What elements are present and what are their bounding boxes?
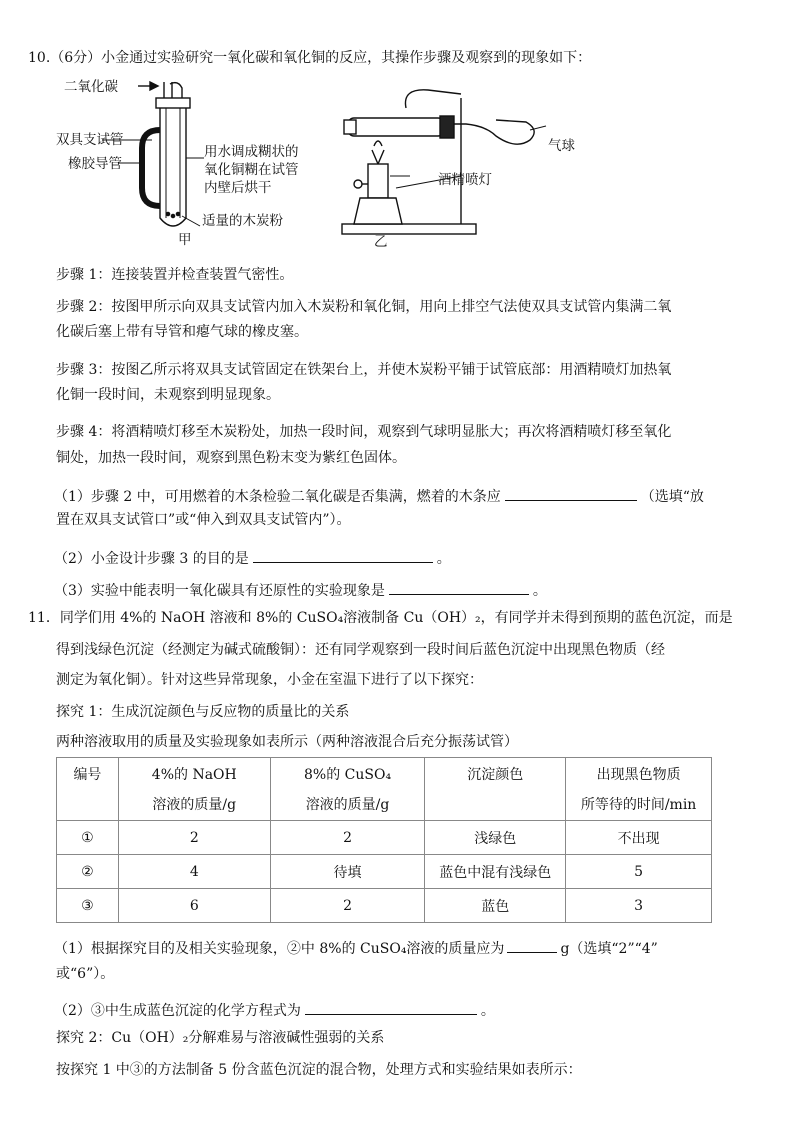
table-cell: 蓝色中混有浅绿色: [425, 855, 566, 889]
header-cell: 沉淀颜色: [425, 758, 566, 821]
step-line: 铜处，加热一段时间，观察到黑色粉末变为紫红色固体。: [56, 450, 406, 466]
label-balloon: 气球: [548, 138, 575, 154]
table-cell: 2: [270, 821, 425, 855]
table-cell: 5: [566, 855, 712, 889]
q11-sub1-cont: 或“6”）。: [56, 966, 115, 982]
table-cell: 浅绿色: [425, 821, 566, 855]
table-cell: ②: [57, 855, 119, 889]
table-cell: 蓝色: [425, 889, 566, 923]
apparatus-drawing: [56, 68, 576, 250]
header-cell: 出现黑色物质 所等待的时间/min: [566, 758, 712, 821]
q11-sub1-text: （1）根据探究目的及相关实验现象，②中 8%的 CuSO₄溶液的质量应为: [54, 941, 505, 957]
q10-sub1-text: （1）步骤 2 中，可用燃着的木条检验二氧化碳是否集满，燃着的木条应: [54, 489, 501, 505]
period: 。: [532, 583, 547, 599]
label-double-tube: 双具支试管: [56, 132, 124, 148]
label-charcoal: 适量的木炭粉: [202, 213, 283, 229]
q10-sub1: [54, 484, 704, 507]
explore2-title: 探究 2：Cu（OH）₂分解难易与溶液碱性强弱的关系: [56, 1030, 385, 1046]
double-branch-tube: [160, 108, 186, 226]
q10-sub2: [54, 546, 451, 569]
q11-line2: 得到浅绿色沉淀（经测定为碱式硫酸铜）：还有同学观察到一段时间后蓝色沉淀中出现黑色物质（经: [56, 642, 665, 658]
inlet-pipe: [164, 82, 172, 98]
q10-stem: 10.（6分）小金通过实验研究一氧化碳和氧化铜的反应，其操作步骤及观察到的现象如下：: [28, 50, 592, 66]
header-cell: 编号: [57, 758, 119, 821]
step-line: 步骤 4：将酒精喷灯移至木炭粉处，加热一段时间，观察到气球明显胀大；再次将酒精喷灯移至氧化: [56, 424, 672, 440]
answer-blank[interactable]: [305, 998, 477, 1015]
q11-sub2: [54, 998, 495, 1021]
period: 。: [436, 551, 451, 567]
horizontal-tube: [348, 118, 444, 136]
co2-arrow-head: [150, 82, 158, 90]
answer-blank[interactable]: [253, 546, 433, 563]
table-cell: 4: [118, 855, 270, 889]
spirit-burner: [368, 164, 388, 198]
label-rubber-hose: 橡胶导管: [68, 156, 122, 172]
explore2-text: 按探究 1 中③的方法制备 5 份含蓝色沉淀的混合物，处理方式和实验结果如表所示：: [56, 1062, 582, 1078]
table-cell: 2: [270, 889, 425, 923]
q10-sub2-text: （2）小金设计步骤 3 的目的是: [54, 551, 249, 567]
table-cell: 不出现: [566, 821, 712, 855]
step-line: 步骤 2：按图甲所示向双具支试管内加入木炭粉和氧化铜，用向上排空气法使双具支试管内集满二氧: [56, 299, 672, 315]
q11-sub1: [54, 936, 658, 959]
q10-sub1-hint: （选填“放: [640, 489, 704, 505]
label-paste-2: 氧化铜糊在试管: [204, 162, 299, 178]
answer-blank[interactable]: [507, 936, 557, 953]
step-line: 步骤 3：按图乙所示将双具支试管固定在铁架台上，并使木炭粉平铺于试管底部：用酒精喷灯加热氧: [56, 362, 672, 378]
answer-blank[interactable]: [505, 484, 637, 501]
balloon: [454, 120, 534, 144]
step-line: 化铜一段时间，未观察到明显现象。: [56, 387, 280, 403]
table-cell: 6: [118, 889, 270, 923]
q11-line1: 11．同学们用 4%的 NaOH 溶液和 8%的 CuSO₄溶液制备 Cu（OH）₂，有同学并未得到预期的蓝色沉淀，而是: [28, 610, 733, 626]
label-paste-3: 内壁后烘干: [204, 180, 272, 196]
stand-base: [342, 224, 476, 234]
table-cell: ③: [57, 889, 119, 923]
rubber-hose: [142, 130, 160, 206]
q10-sub1-cont: 置在双具支试管口”或“伸入到双具支试管内”）。: [56, 512, 351, 528]
table-header-row: [57, 758, 712, 821]
header-cell: 8%的 CuSO₄ 溶液的质量/g: [270, 758, 425, 821]
header-cell: 4%的 NaOH 溶液的质量/g: [118, 758, 270, 821]
label-paste-1: 用水调成糊状的: [204, 144, 299, 160]
answer-blank[interactable]: [389, 578, 529, 595]
table-row: [57, 889, 712, 923]
q10-sub3: [54, 578, 547, 601]
table-cell: 2: [118, 821, 270, 855]
table-row: [57, 855, 712, 889]
period: 。: [480, 1003, 495, 1019]
table-intro: 两种溶液取用的质量及实验现象如表所示（两种溶液混合后充分振荡试管）: [56, 734, 518, 750]
table-cell: ①: [57, 821, 119, 855]
results-table: [56, 757, 712, 923]
table-cell: 3: [566, 889, 712, 923]
step-line: 步骤 1：连接装置并检查装置气密性。: [56, 267, 294, 283]
table-row: [57, 821, 712, 855]
apparatus-figure: [56, 68, 576, 250]
q11-sub1-hint: g（选填“2”“4”: [560, 941, 658, 957]
q10-sub3-text: （3）实验中能表明一氧化碳具有还原性的实验现象是: [54, 583, 385, 599]
label-co2: 二氧化碳: [64, 79, 118, 95]
q11-line3: 测定为氧化铜）。针对这些异常现象，小金在室温下进行了以下探究：: [56, 672, 483, 688]
figure-b-caption: 乙: [374, 234, 388, 250]
table-cell: 待填: [270, 855, 425, 889]
step-line: 化碳后塞上带有导管和瘪气球的橡皮塞。: [56, 324, 308, 340]
label-lamp: 酒精喷灯: [438, 172, 492, 188]
q11-sub2-text: （2）③中生成蓝色沉淀的化学方程式为: [54, 1003, 301, 1019]
figure-a-caption: 甲: [178, 232, 192, 248]
explore1-title: 探究 1：生成沉淀颜色与反应物的质量比的关系: [56, 704, 350, 720]
